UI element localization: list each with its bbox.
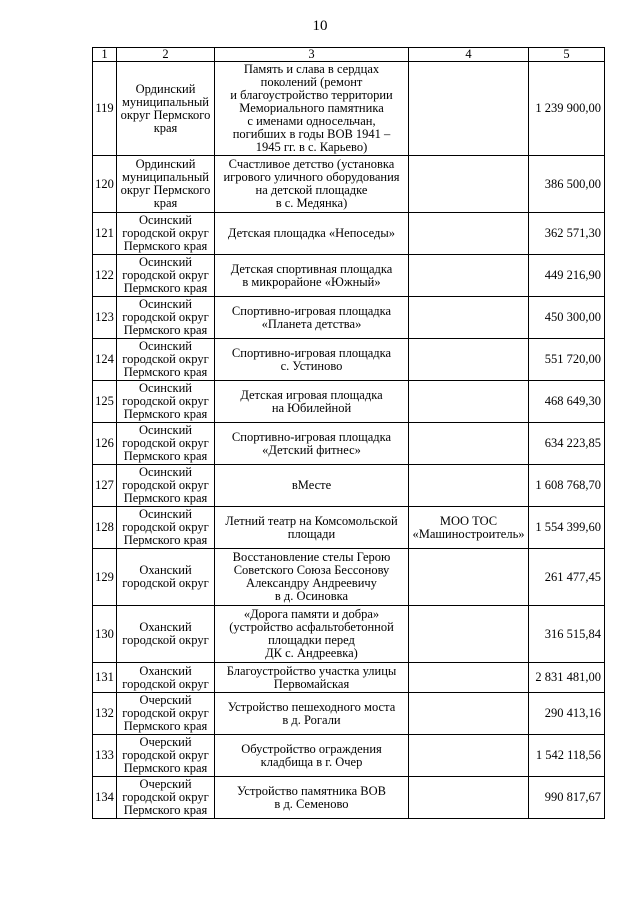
project-name-cell: Летний театр на Комсомольской площади xyxy=(215,507,409,549)
row-number-cell: 121 xyxy=(93,213,117,255)
amount-cell: 468 649,30 xyxy=(529,381,605,423)
district-cell: Осинский городской округ Пермского края xyxy=(117,213,215,255)
row-number-cell: 120 xyxy=(93,156,117,213)
amount-cell: 450 300,00 xyxy=(529,297,605,339)
district-cell: Оханский городской округ xyxy=(117,549,215,606)
table-row xyxy=(93,549,605,606)
amount-cell: 386 500,00 xyxy=(529,156,605,213)
district-cell: Ординский муниципальный округ Пермского края xyxy=(117,62,215,156)
amount-cell: 1 542 118,56 xyxy=(529,735,605,777)
amount-cell: 261 477,45 xyxy=(529,549,605,606)
column-header: 4 xyxy=(409,48,529,62)
district-cell: Оханский городской округ xyxy=(117,663,215,693)
column-header: 2 xyxy=(117,48,215,62)
district-cell: Ординский муниципальный округ Пермского края xyxy=(117,156,215,213)
amount-cell: 634 223,85 xyxy=(529,423,605,465)
amount-cell: 2 831 481,00 xyxy=(529,663,605,693)
project-name-cell: Детская игровая площадка на Юбилейной xyxy=(215,381,409,423)
district-cell: Очерский городской округ Пермского края xyxy=(117,693,215,735)
project-name-cell: Счастливое детство (установка игрового уличного оборудования на детской площадке в с. Медянка) xyxy=(215,156,409,213)
amount-cell: 551 720,00 xyxy=(529,339,605,381)
initiator-cell xyxy=(409,606,529,663)
row-number-cell: 119 xyxy=(93,62,117,156)
district-cell: Осинский городской округ Пермского края xyxy=(117,423,215,465)
project-name-cell: Спортивно-игровая площадка «Планета детства» xyxy=(215,297,409,339)
row-number-cell: 125 xyxy=(93,381,117,423)
project-name-cell: Благоустройство участка улицы Первомайская xyxy=(215,663,409,693)
initiator-cell xyxy=(409,297,529,339)
row-number-cell: 133 xyxy=(93,735,117,777)
district-cell: Осинский городской округ Пермского края xyxy=(117,255,215,297)
amount-cell: 1 554 399,60 xyxy=(529,507,605,549)
project-name-cell: «Дорога памяти и добра» (устройство асфальтобетонной площадки перед ДК с. Андреевка) xyxy=(215,606,409,663)
district-cell: Осинский городской округ Пермского края xyxy=(117,465,215,507)
project-name-cell: Устройство памятника ВОВ в д. Семеново xyxy=(215,777,409,819)
project-name-cell: Спортивно-игровая площадка «Детский фитнес» xyxy=(215,423,409,465)
initiator-cell xyxy=(409,663,529,693)
amount-cell: 316 515,84 xyxy=(529,606,605,663)
initiator-cell xyxy=(409,693,529,735)
amount-cell: 1 239 900,00 xyxy=(529,62,605,156)
initiator-cell xyxy=(409,62,529,156)
row-number-cell: 127 xyxy=(93,465,117,507)
initiator-cell xyxy=(409,213,529,255)
district-cell: Осинский городской округ Пермского края xyxy=(117,507,215,549)
initiator-cell xyxy=(409,465,529,507)
table-row xyxy=(93,507,605,549)
table-row xyxy=(93,156,605,213)
column-header: 1 xyxy=(93,48,117,62)
project-name-cell: Обустройство ограждения кладбища в г. Очер xyxy=(215,735,409,777)
amount-cell: 449 216,90 xyxy=(529,255,605,297)
projects-table xyxy=(92,47,605,819)
project-name-cell: Восстановление стелы Герою Советского Союза Бессонову Александру Андреевичу в д. Осиновка xyxy=(215,549,409,606)
district-cell: Очерский городской округ Пермского края xyxy=(117,777,215,819)
row-number-cell: 130 xyxy=(93,606,117,663)
amount-cell: 290 413,16 xyxy=(529,693,605,735)
column-header: 5 xyxy=(529,48,605,62)
page-number: 10 xyxy=(312,18,328,34)
table-row xyxy=(93,663,605,693)
row-number-cell: 122 xyxy=(93,255,117,297)
table-row xyxy=(93,255,605,297)
column-header: 3 xyxy=(215,48,409,62)
row-number-cell: 132 xyxy=(93,693,117,735)
initiator-cell xyxy=(409,423,529,465)
initiator-cell xyxy=(409,549,529,606)
table-row xyxy=(93,777,605,819)
initiator-cell: МОО ТОС «Машиностроитель» xyxy=(409,507,529,549)
table-row xyxy=(93,465,605,507)
table-row xyxy=(93,381,605,423)
amount-cell: 990 817,67 xyxy=(529,777,605,819)
table-row xyxy=(93,339,605,381)
district-cell: Осинский городской округ Пермского края xyxy=(117,297,215,339)
row-number-cell: 124 xyxy=(93,339,117,381)
district-cell: Осинский городской округ Пермского края xyxy=(117,381,215,423)
table-row xyxy=(93,606,605,663)
project-name-cell: Устройство пешеходного моста в д. Рогали xyxy=(215,693,409,735)
row-number-cell: 126 xyxy=(93,423,117,465)
district-cell: Очерский городской округ Пермского края xyxy=(117,735,215,777)
table-row xyxy=(93,62,605,156)
district-cell: Оханский городской округ xyxy=(117,606,215,663)
row-number-cell: 128 xyxy=(93,507,117,549)
initiator-cell xyxy=(409,156,529,213)
initiator-cell xyxy=(409,339,529,381)
initiator-cell xyxy=(409,255,529,297)
project-name-cell: Память и слава в сердцах поколений (ремонт и благоустройство территории Мемориального памятника с именами односельчан, погибших в годы ВОВ 1941 – 1945 гг. в с. Карьево) xyxy=(215,62,409,156)
project-name-cell: Детская площадка «Непоседы» xyxy=(215,213,409,255)
amount-cell: 1 608 768,70 xyxy=(529,465,605,507)
row-number-cell: 123 xyxy=(93,297,117,339)
row-number-cell: 129 xyxy=(93,549,117,606)
project-name-cell: вМесте xyxy=(215,465,409,507)
initiator-cell xyxy=(409,381,529,423)
district-cell: Осинский городской округ Пермского края xyxy=(117,339,215,381)
initiator-cell xyxy=(409,735,529,777)
table-row xyxy=(93,297,605,339)
table-row xyxy=(93,735,605,777)
table-row xyxy=(93,423,605,465)
project-name-cell: Спортивно-игровая площадка с. Устиново xyxy=(215,339,409,381)
amount-cell: 362 571,30 xyxy=(529,213,605,255)
initiator-cell xyxy=(409,777,529,819)
table-row xyxy=(93,213,605,255)
table-header-row xyxy=(93,48,605,62)
row-number-cell: 134 xyxy=(93,777,117,819)
table-row xyxy=(93,693,605,735)
row-number-cell: 131 xyxy=(93,663,117,693)
project-name-cell: Детская спортивная площадка в микрорайоне «Южный» xyxy=(215,255,409,297)
